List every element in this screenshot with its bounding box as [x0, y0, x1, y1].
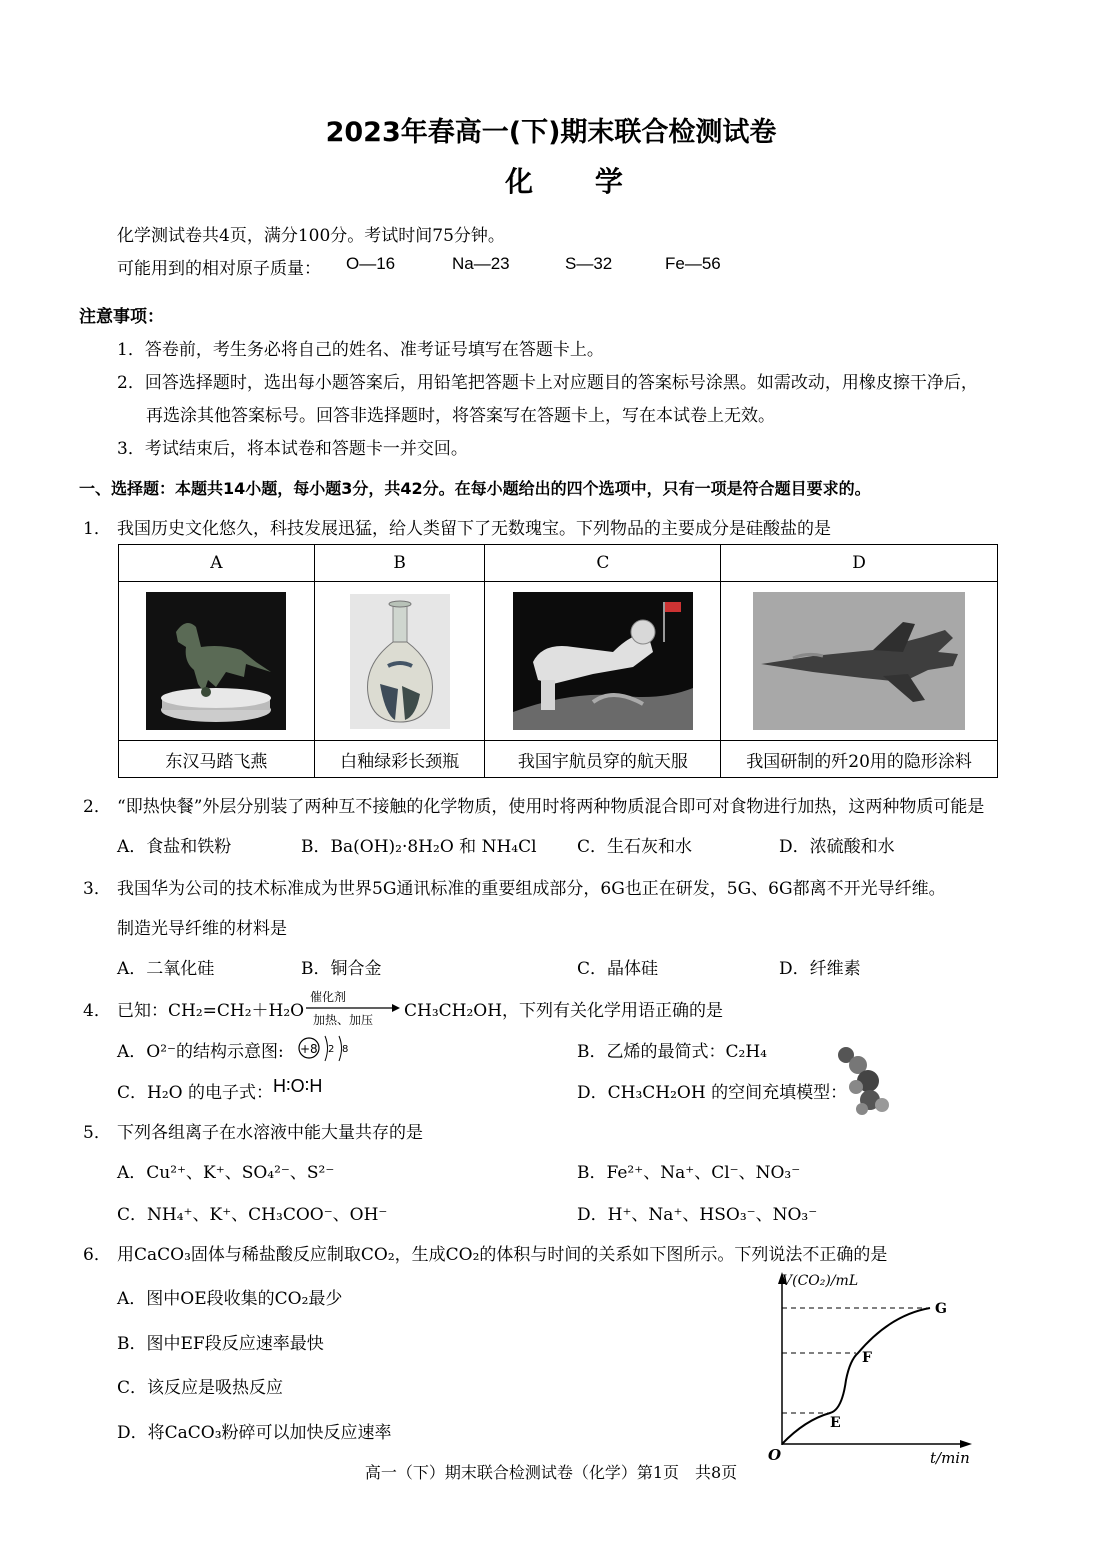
svg-text:+8: +8 — [300, 1042, 318, 1056]
bronze-horse-image — [146, 592, 286, 730]
page-footer: 高一（下）期末联合检测试卷（化学）第1页 共8页 — [364, 1463, 738, 1482]
x-axis-arrow-icon — [960, 1440, 972, 1448]
co2-curve — [782, 1308, 930, 1444]
q3-stem-1: 我国华为公司的技术标准成为世界5G通讯标准的重要组成部分，6G也正在研发，5G、6G都离不开光导纤维。 — [117, 879, 946, 899]
atomic-mass-o: O—16 — [346, 254, 396, 273]
q6-option-b: B．图中EF段反应速率最快 — [117, 1334, 324, 1354]
graph-y-label: V(CO₂)/mL — [782, 1273, 859, 1289]
q2-option-a: A．食盐和铁粉 — [117, 837, 232, 857]
subject-title: 化 学 — [505, 165, 649, 198]
q4-condition-top: 催化剂 — [310, 990, 347, 1004]
q2-stem: “即热快餐”外层分别装了两种互不接触的化学物质，使用时将两种物质混合即可对食物进行加热，这两种物质可能是 — [117, 797, 985, 817]
graph-point-f: F — [862, 1350, 872, 1366]
q3-option-d: D．纤维素 — [779, 959, 861, 979]
q4-stem-post: CH₃CH₂OH，下列有关化学用语正确的是 — [404, 1001, 724, 1021]
vase-image — [350, 594, 450, 729]
q1-caption-c: 我国宇航员穿的航天服 — [485, 741, 721, 778]
notice-item-3: 3．考试结束后，将本试卷和答题卡一并交回。 — [117, 439, 468, 459]
q6-stem: 用CaCO₃固体与稀盐酸反应制取CO₂，生成CO₂的体积与时间的关系如下图所示。下列说法不正确的是 — [117, 1245, 888, 1265]
q3-number: 3． — [83, 879, 111, 899]
fighter-jet-image — [753, 592, 965, 730]
q1-stem: 我国历史文化悠久，科技发展迅猛，给人类留下了无数瑰宝。下列物品的主要成分是硅酸盐的是 — [117, 519, 831, 539]
q3-option-b: B．铜合金 — [301, 959, 382, 979]
graph-x-label: t/min — [930, 1449, 970, 1467]
q3-option-c: C．晶体硅 — [577, 959, 659, 979]
q6-number: 6． — [83, 1245, 111, 1265]
oxygen-ion-structure-icon — [297, 1033, 357, 1069]
q1-header-d: D — [721, 545, 998, 582]
co2-volume-time-graph — [760, 1270, 980, 1470]
q4-number: 4． — [83, 1001, 111, 1021]
q5-option-d: D．H⁺、Na⁺、HSO₃⁻、NO₃⁻ — [577, 1205, 818, 1225]
astronaut-image — [513, 592, 693, 730]
q2-option-d: D．浓硫酸和水 — [779, 837, 895, 857]
svg-text:8: 8 — [342, 1044, 349, 1055]
notice-item-1: 1．答卷前，考生务必将自己的姓名、准考证号填写在答题卡上。 — [117, 340, 604, 360]
notice-item-2: 2．回答选择题时，选出每小题答案后，用铅笔把答题卡上对应题目的答案标号涂黑。如需改动，用橡皮擦干净后， — [117, 373, 978, 393]
q1-header-a: A — [119, 545, 315, 582]
q1-number: 1． — [83, 519, 111, 539]
atomic-mass-label: 可能用到的相对原子质量： — [117, 259, 321, 279]
q1-caption-b: 白釉绿彩长颈瓶 — [314, 741, 485, 778]
q2-number: 2． — [83, 797, 111, 817]
q3-option-a: A．二氧化硅 — [117, 959, 215, 979]
exam-info-line: 化学测试卷共4页，满分100分。考试时间75分钟。 — [117, 226, 505, 246]
atomic-mass-fe: Fe—56 — [665, 254, 721, 273]
q4-stem-pre: 已知：CH₂=CH₂＋H₂O — [117, 1001, 305, 1021]
q4-option-b: B．乙烯的最简式：C₂H₄ — [577, 1042, 767, 1062]
svg-text:2: 2 — [328, 1044, 335, 1055]
q6-option-a: A．图中OE段收集的CO₂最少 — [117, 1289, 343, 1309]
q1-header-c: C — [485, 545, 721, 582]
q5-option-b: B．Fe²⁺、Na⁺、Cl⁻、NO₃⁻ — [577, 1163, 801, 1183]
q4-condition-bottom: 加热、加压 — [313, 1013, 374, 1027]
section-heading: 一、选择题：本题共14小题，每小题3分，共42分。在每小题给出的四个选项中，只有一项是符合题目要求的。 — [79, 479, 871, 498]
q2-option-c: C．生石灰和水 — [577, 837, 693, 857]
q2-option-b: B．Ba(OH)₂·8H₂O 和 NH₄Cl — [301, 837, 537, 857]
atomic-mass-s: S—32 — [565, 254, 613, 273]
q4-option-d: D．CH₃CH₂OH 的空间充填模型： — [577, 1083, 848, 1103]
notice-heading: 注意事项： — [79, 307, 164, 327]
q1-caption-d: 我国研制的歼20用的隐形涂料 — [721, 741, 998, 778]
q5-stem: 下列各组离子在水溶液中能大量共存的是 — [117, 1123, 423, 1143]
water-electron-formula: H∶O∶H — [273, 1076, 323, 1096]
q5-option-c: C．NH₄⁺、K⁺、CH₃COO⁻、OH⁻ — [117, 1205, 388, 1225]
q6-option-c: C．该反应是吸热反应 — [117, 1378, 284, 1398]
q1-options-table — [118, 544, 998, 778]
q5-number: 5． — [83, 1123, 111, 1143]
graph-point-g: G — [935, 1301, 947, 1317]
q1-caption-a: 东汉马踏飞燕 — [119, 741, 315, 778]
atomic-mass-na: Na—23 — [452, 254, 510, 273]
ethanol-space-filling-model-icon — [834, 1045, 892, 1117]
exam-title: 2023年春高一(下)期末联合检测试卷 — [325, 117, 777, 148]
graph-origin-label: O — [768, 1446, 782, 1464]
q1-header-b: B — [314, 545, 485, 582]
graph-point-e: E — [830, 1415, 841, 1431]
q5-option-a: A．Cu²⁺、K⁺、SO₄²⁻、S²⁻ — [117, 1163, 335, 1183]
q4-option-a: A．O²⁻的结构示意图: — [117, 1042, 284, 1062]
notice-item-2-cont: 再选涂其他答案标号。回答非选择题时，将答案写在答题卡上，写在本试卷上无效。 — [146, 406, 775, 426]
q4-option-c: C．H₂O 的电子式： — [117, 1083, 273, 1103]
q6-option-d: D．将CaCO₃粉碎可以加快反应速率 — [117, 1423, 392, 1443]
q3-stem-2: 制造光导纤维的材料是 — [117, 919, 287, 939]
